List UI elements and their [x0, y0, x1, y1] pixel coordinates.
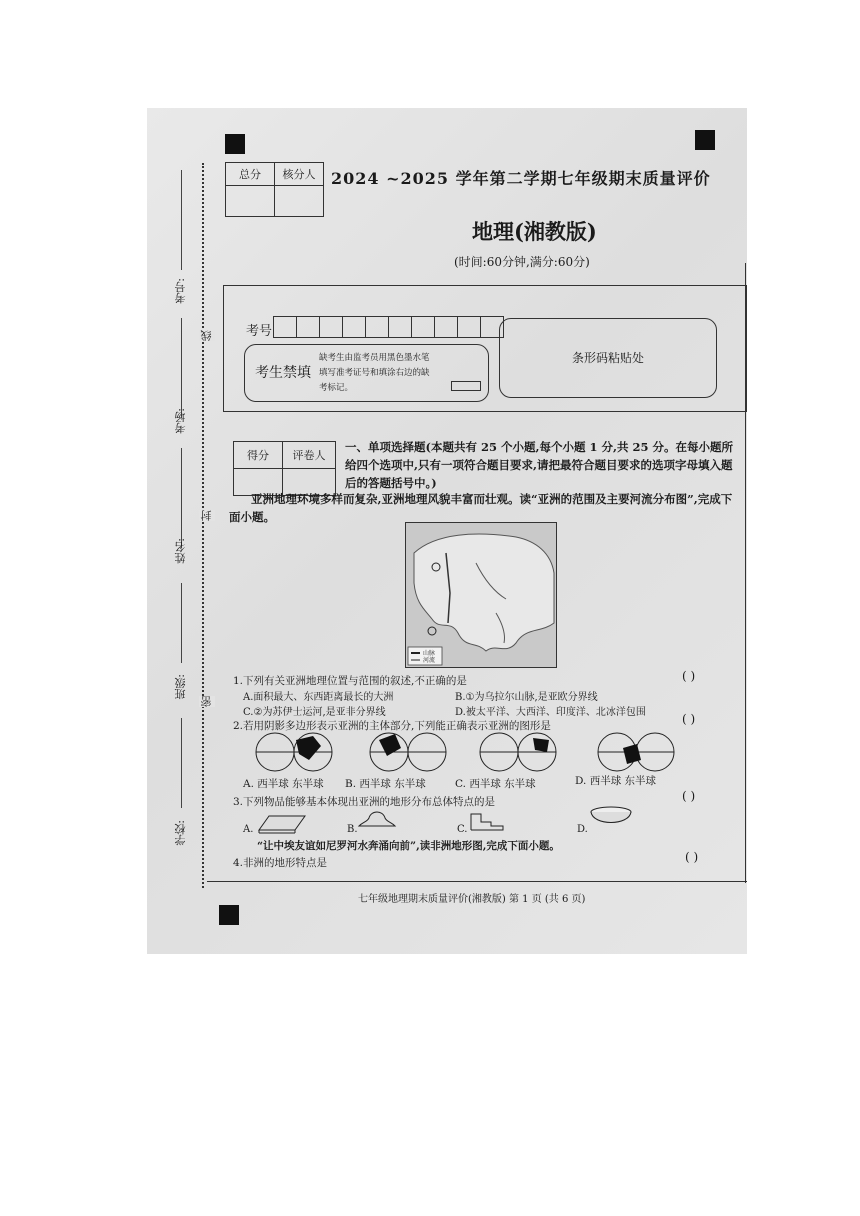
total-score-cell[interactable]: [226, 186, 275, 217]
question-3-option-d[interactable]: D.: [577, 824, 588, 835]
margin-exam-room: 考场:: [174, 408, 187, 434]
question-3-answer[interactable]: ( ): [682, 789, 696, 803]
exam-number-cell[interactable]: [457, 316, 481, 338]
question-4-answer[interactable]: ( ): [685, 850, 699, 864]
question-2-option-d[interactable]: D. 西半球 东半球: [575, 775, 657, 787]
stairs-icon: [469, 810, 505, 832]
exam-number-cell[interactable]: [319, 316, 343, 338]
margin-exam-number: 考号:: [174, 278, 187, 304]
forbidden-title: 考生禁填: [255, 365, 311, 381]
option-a-globes[interactable]: [256, 733, 332, 771]
question-2-option-b[interactable]: B. 西半球 东半球: [345, 778, 426, 790]
asia-rivers-map: [405, 522, 557, 668]
exam-number-cell[interactable]: [342, 316, 366, 338]
question-1-option-c[interactable]: C.②为苏伊士运河,是亚非分界线: [243, 707, 386, 718]
question-3-stem: 3.下列物品能够基本体现出亚洲的地形分布总体特点的是: [233, 796, 496, 808]
exam-number-cell[interactable]: [388, 316, 412, 338]
question-3-option-c[interactable]: C.: [457, 824, 468, 835]
grader-label: 评卷人: [283, 442, 336, 469]
margin-exam-room-line: [181, 318, 182, 418]
page-footer: 七年级地理期末质量评价(湘教版) 第 1 页 (共 6 页): [358, 894, 586, 905]
score-label: 得分: [234, 442, 283, 469]
question-1-option-d[interactable]: D.被太平洋、大西洋、印度洋、北冰洋包围: [455, 707, 646, 718]
seal-secret-mark: 密: [200, 696, 213, 707]
margin-name: 姓名:: [174, 538, 187, 564]
student-info-box: [223, 285, 747, 412]
question-1-option-b[interactable]: B.①为乌拉尔山脉,是亚欧分界线: [455, 692, 598, 703]
question-1-answer[interactable]: ( ): [682, 669, 696, 683]
margin-class-line: [181, 583, 182, 663]
subject-title: 地理(湘教版): [472, 219, 597, 244]
seal-dotted-line: [202, 163, 204, 888]
margin-exam-number-line: [181, 170, 182, 270]
question-2-answer[interactable]: ( ): [682, 712, 696, 726]
exam-number-cell[interactable]: [273, 316, 297, 338]
candidate-forbidden-box: [244, 344, 489, 402]
exam-number-label: 考号: [246, 324, 273, 339]
page-frame-right: [745, 263, 746, 883]
asia-map-graphic: [406, 523, 556, 667]
asia-intro: 亚洲地理环境多样而复杂,亚洲地理风貌丰富而壮观。读“亚洲的范围及主要河流分布图”,完成下面小题。: [229, 492, 733, 524]
legend-river-label: 河流: [423, 657, 436, 664]
total-score-table: [225, 162, 324, 217]
question-2-stem: 2.若用阴影多边形表示亚洲的主体部分,下列能正确表示亚洲的图形是: [233, 720, 551, 732]
question-4-stem: 4.非洲的地形特点是: [233, 857, 328, 869]
seal-seal-mark: 封: [200, 510, 213, 521]
africa-intro: “让中埃友谊如尼罗河水奔涌向前”,读非洲地形图,完成下面小题。: [257, 840, 560, 852]
flat-board-icon: [257, 812, 307, 834]
margin-school-line: [181, 718, 182, 808]
grader-table: [233, 441, 336, 496]
exam-number-cell[interactable]: [411, 316, 435, 338]
section-1-heading: 一、单项选择题(本题共有 25 个小题,每个小题 1 分,共 25 分。在每小题所给四个选项中,只有一项符合题目要求,请把最符合题目要求的选项字母填入题后的答题括号中。): [345, 440, 733, 490]
registration-mark-top-right: [695, 130, 715, 150]
margin-school: 学校:: [174, 820, 187, 846]
option-c-globes[interactable]: [480, 733, 556, 771]
margin-class: 班级:: [174, 674, 187, 700]
time-info: (时间:60分钟,满分:60分): [454, 255, 590, 269]
registration-mark-top-left: [225, 134, 245, 154]
exam-number-cell[interactable]: [434, 316, 458, 338]
exam-number-cell[interactable]: [365, 316, 389, 338]
bowl-icon: [589, 806, 633, 830]
option-d-globes[interactable]: [598, 733, 674, 771]
question-3-option-a[interactable]: A.: [243, 824, 254, 835]
margin-name-line: [181, 448, 182, 548]
registration-mark-bottom-left: [219, 905, 239, 925]
question-2-option-a[interactable]: A. 西半球 东半球: [243, 778, 324, 790]
absence-mark-box[interactable]: [451, 381, 481, 391]
question-1-option-a[interactable]: A.面积最大、东西距离最长的大洲: [243, 692, 394, 703]
legend-mountain-label: 山脉: [423, 650, 436, 657]
exam-paper-photo: [147, 108, 747, 954]
exam-number-cells[interactable]: [274, 316, 504, 338]
checker-label: 核分人: [275, 163, 324, 186]
hat-icon: [357, 808, 397, 830]
checker-cell[interactable]: [275, 186, 324, 217]
forbidden-instructions: 缺考生由监考员用黑色墨水笔 填写准考证号和填涂右边的缺 考标记。: [319, 353, 430, 393]
barcode-label: 条形码粘贴处: [571, 351, 644, 365]
barcode-area: [499, 318, 717, 398]
option-b-globes[interactable]: [370, 733, 446, 771]
total-score-label: 总分: [226, 163, 275, 186]
question-1-stem: 1.下列有关亚洲地理位置与范围的叙述,不正确的是: [233, 675, 467, 687]
seal-line-mark: 线: [200, 330, 213, 341]
exam-number-cell[interactable]: [296, 316, 320, 338]
exam-title: 2024 ~2025 学年第二学期七年级期末质量评价: [331, 169, 711, 188]
question-2-option-c[interactable]: C. 西半球 东半球: [455, 778, 536, 790]
page-frame-bottom: [207, 881, 747, 882]
question-3-option-b[interactable]: B.: [347, 824, 358, 835]
